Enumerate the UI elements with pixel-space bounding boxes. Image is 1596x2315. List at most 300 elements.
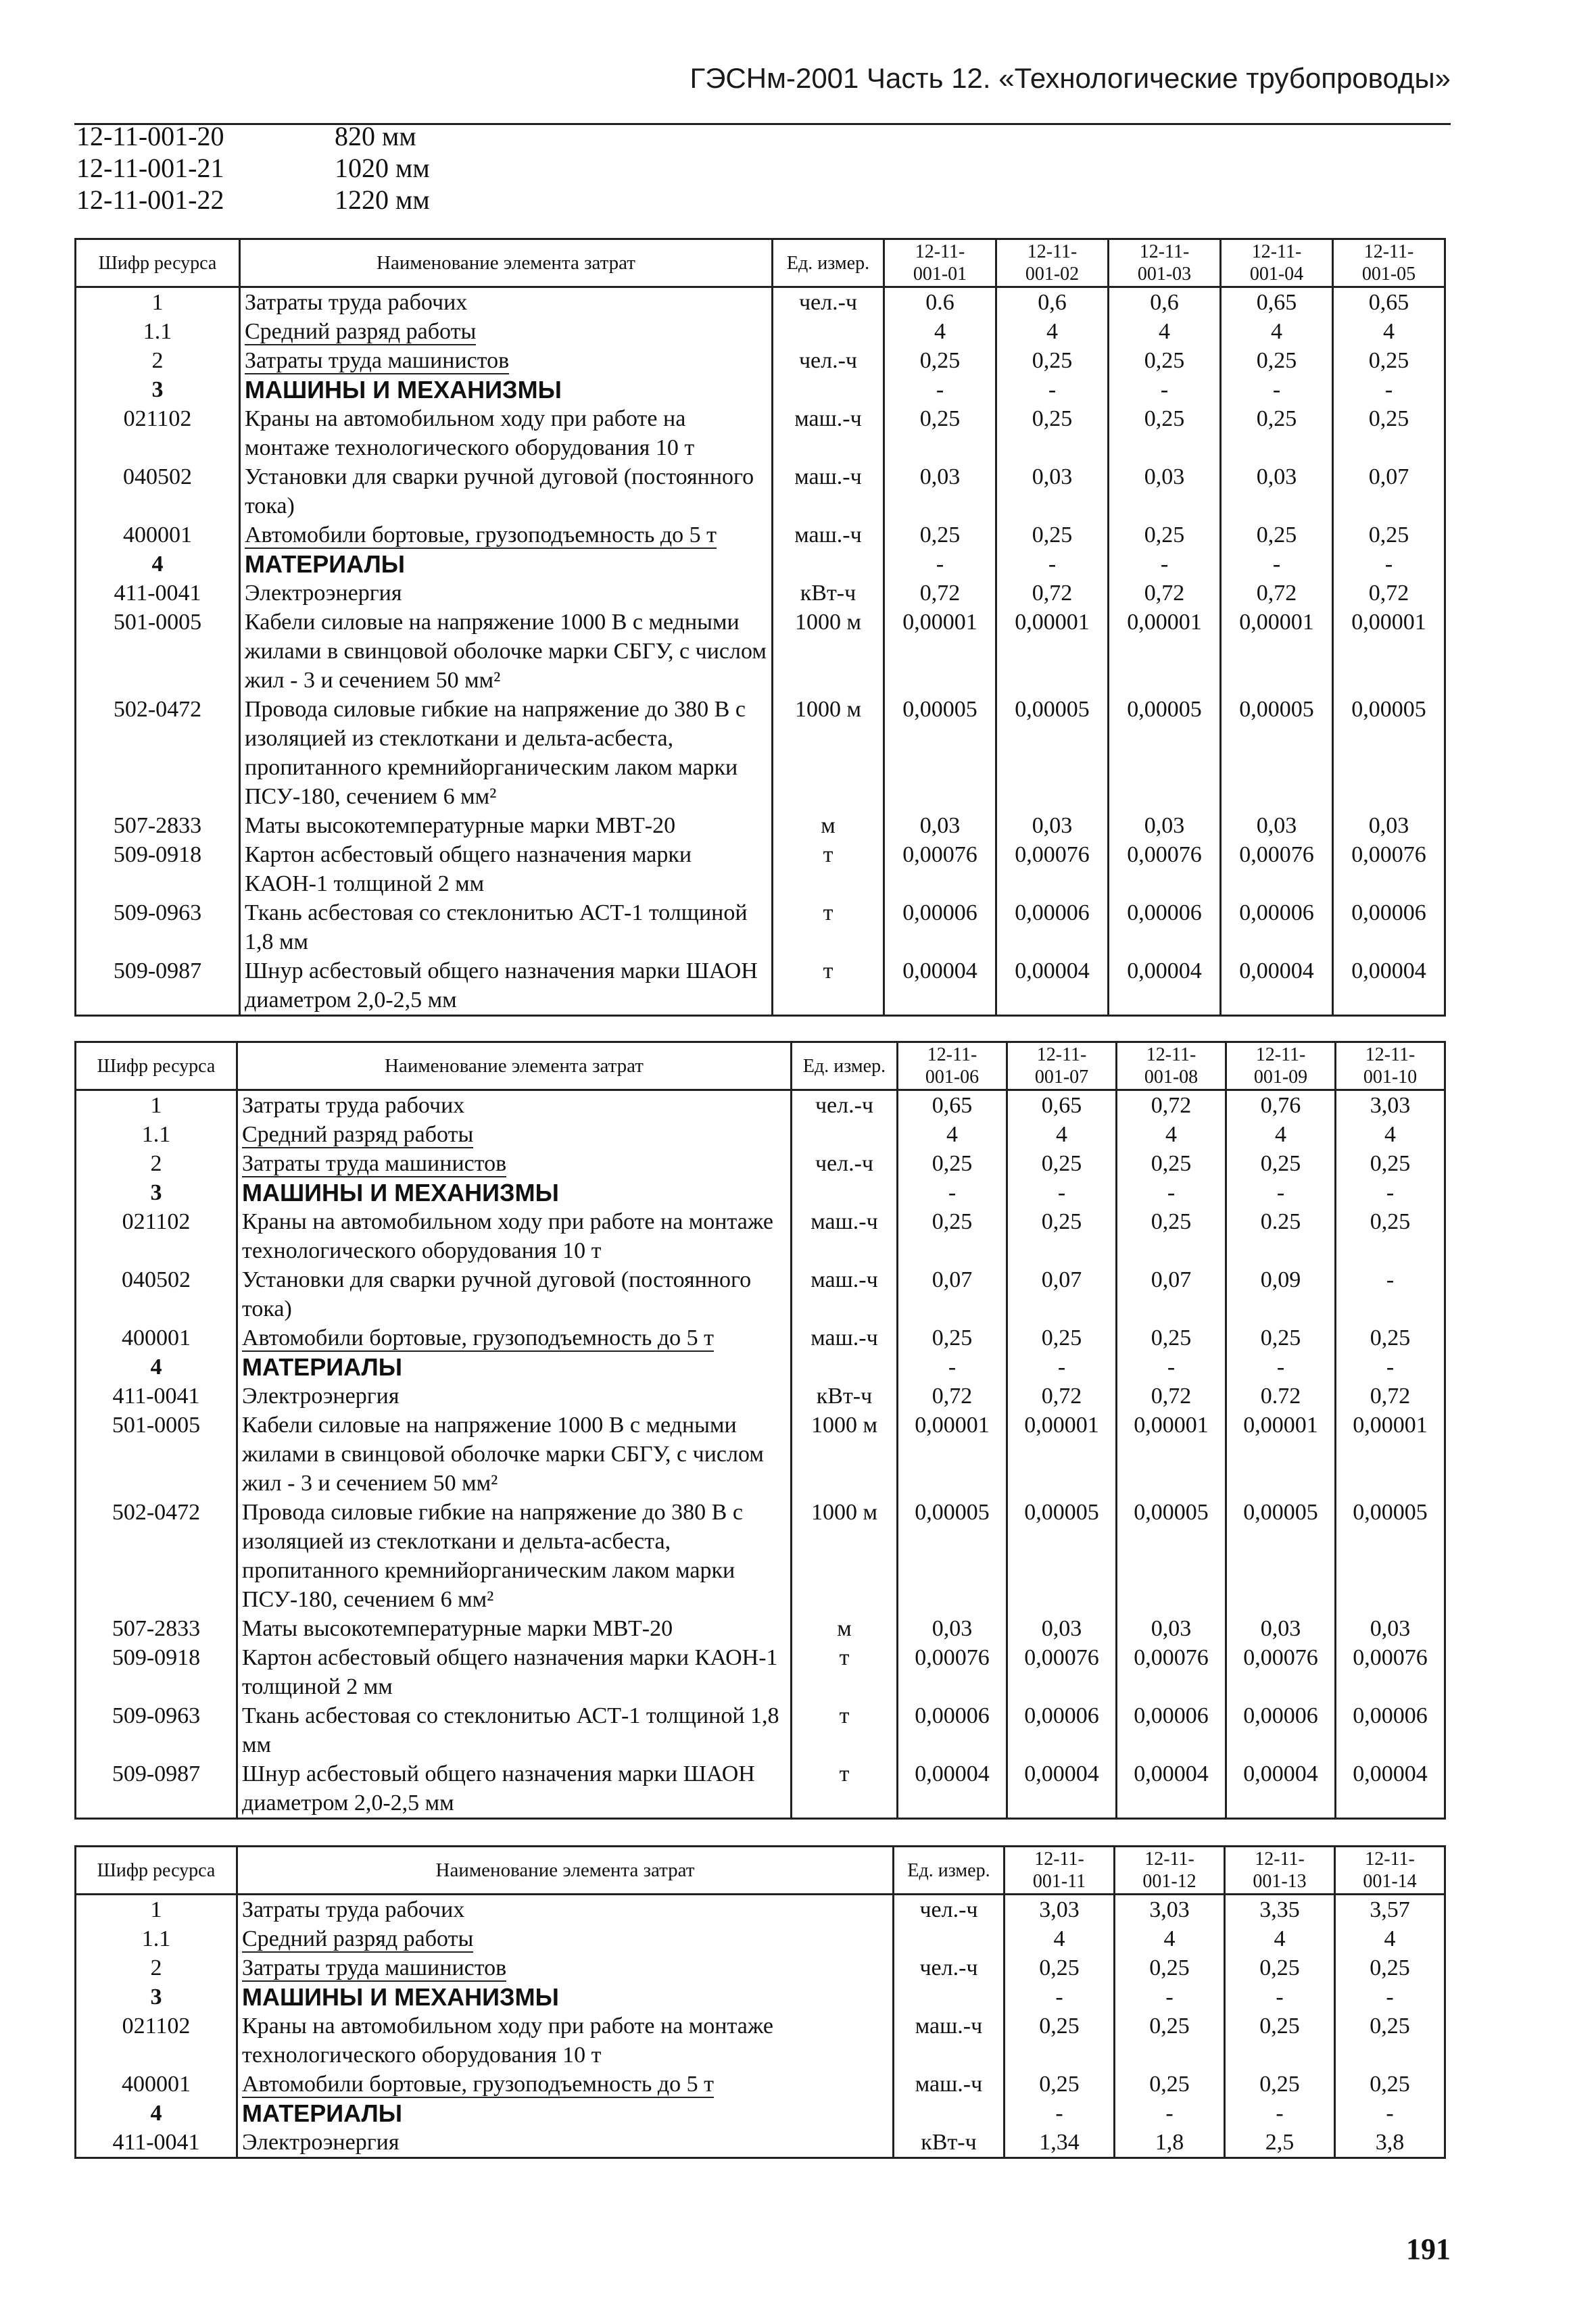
resource-name	[240, 840, 773, 898]
resource-table-3	[74, 1845, 1446, 2159]
resource-code: 1	[76, 1090, 237, 1121]
table-row	[76, 2070, 1445, 2099]
resource-name	[237, 1090, 792, 1121]
norm-value: 0,25	[1115, 2070, 1225, 2099]
resource-unit: маш.-ч	[894, 2070, 1005, 2099]
resource-name-text: Средний разряд работы	[242, 1122, 474, 1147]
norm-value: 0,00001	[996, 608, 1109, 695]
norm-value: 0,00001	[898, 1411, 1007, 1498]
pipe-diameter: 1220 мм	[335, 185, 430, 215]
norm-value: 0,00005	[1226, 1498, 1336, 1614]
resource-name-text: Ткань асбестовая со стеклонитью АСТ-1 толщиной 1,8 мм	[242, 1703, 779, 1757]
norm-code-list	[76, 120, 430, 216]
resource-name	[240, 811, 773, 840]
norm-value: 4	[1333, 317, 1445, 346]
table-row	[76, 695, 1445, 811]
resource-code: 040502	[76, 462, 240, 520]
norm-value: -	[1333, 375, 1445, 404]
resource-name	[237, 1411, 792, 1498]
col-header-norm: 12-11- 001-12	[1115, 1847, 1225, 1895]
resource-code: 2	[76, 1149, 237, 1178]
table-row	[76, 2128, 1445, 2158]
norm-value: 0,00006	[1333, 898, 1445, 956]
resource-name	[237, 1323, 792, 1353]
norm-code-row	[76, 120, 430, 152]
resource-name-text: Шнур асбестовый общего назначения марки ШАОН диаметром 2,0-2,5 мм	[242, 1761, 755, 1816]
resource-unit	[773, 550, 884, 579]
norm-value: 0,25	[1335, 2070, 1445, 2099]
norm-value: -	[1115, 1982, 1225, 2012]
resource-unit: маш.-ч	[773, 404, 884, 462]
norm-value: -	[1109, 550, 1221, 579]
norm-value: -	[1005, 2099, 1115, 2128]
resource-code: 400001	[76, 1323, 237, 1353]
norm-value: 0,72	[1333, 579, 1445, 608]
resource-code: 501-0005	[76, 608, 240, 695]
resource-unit: маш.-ч	[792, 1207, 898, 1265]
resource-name-text: МАТЕРИАЛЫ	[242, 2099, 403, 2127]
norm-value: 0,25	[1115, 2012, 1225, 2070]
norm-value: 0,25	[1335, 1953, 1445, 1982]
norm-value: 0,00004	[1109, 956, 1221, 1016]
resource-name-text: МАШИНЫ И МЕХАНИЗМЫ	[242, 1179, 559, 1207]
resource-code: 411-0041	[76, 2128, 237, 2158]
table-row	[76, 1701, 1445, 1759]
resource-name	[237, 1265, 792, 1323]
resource-unit: маш.-ч	[773, 520, 884, 550]
norm-value: 0,00005	[884, 695, 996, 811]
col-header-norm: 12-11- 001-05	[1333, 239, 1445, 287]
norm-value: -	[1335, 2099, 1445, 2128]
norm-value: 0,25	[898, 1207, 1007, 1265]
resource-unit	[894, 2099, 1005, 2128]
norm-value: 0,25	[1335, 2012, 1445, 2070]
col-header-name: Наименование элемента затрат	[237, 1042, 792, 1090]
resource-code: 509-0987	[76, 1759, 237, 1819]
norm-value: 0,00006	[1109, 898, 1221, 956]
col-header-unit: Ед. измер.	[773, 239, 884, 287]
norm-value: -	[898, 1353, 1007, 1382]
resource-name	[240, 287, 773, 318]
norm-value: -	[898, 1178, 1007, 1207]
resource-name	[237, 1895, 894, 1925]
resource-code: 021102	[76, 1207, 237, 1265]
table-row	[76, 1353, 1445, 1382]
norm-value: 4	[1221, 317, 1333, 346]
resource-code: 509-0987	[76, 956, 240, 1016]
norm-value: 0,72	[1221, 579, 1333, 608]
norm-value: 0,00076	[1221, 840, 1333, 898]
norm-value: 0,00001	[1333, 608, 1445, 695]
norm-value: 0,00001	[1007, 1411, 1117, 1498]
table-row	[76, 1382, 1445, 1411]
norm-value: -	[1221, 550, 1333, 579]
resource-name	[237, 1614, 792, 1643]
norm-value: 0,25	[1225, 2070, 1335, 2099]
norm-value: 0,00005	[1221, 695, 1333, 811]
norm-value: 0,00001	[1336, 1411, 1445, 1498]
resource-name	[237, 1701, 792, 1759]
norm-value: 0,07	[1117, 1265, 1226, 1323]
resource-name-text: Установки для сварки ручной дуговой (постоянного тока)	[245, 464, 754, 518]
norm-value: 0,25	[996, 346, 1109, 375]
table-row	[76, 956, 1445, 1016]
norm-value: 0,72	[1109, 579, 1221, 608]
resource-unit: т	[792, 1701, 898, 1759]
resource-unit: 1000 м	[773, 608, 884, 695]
norm-value: 0,25	[1005, 2012, 1115, 2070]
norm-code-row	[76, 184, 430, 216]
resource-name-text: МАШИНЫ И МЕХАНИЗМЫ	[242, 1983, 559, 2011]
resource-name	[237, 1149, 792, 1178]
resource-name	[240, 317, 773, 346]
resource-unit: м	[792, 1614, 898, 1643]
norm-value: 3,03	[1336, 1090, 1445, 1121]
resource-name	[237, 2012, 894, 2070]
norm-value: 0,25	[884, 346, 996, 375]
norm-value: 0,00004	[1007, 1759, 1117, 1819]
norm-value: 0,03	[1221, 811, 1333, 840]
resource-name-text: Кабели силовые на напряжение 1000 В с медными жилами в свинцовой оболочке марки СБГУ, с числом жил - 3 и сечением 50 мм²	[245, 610, 767, 693]
resource-unit: 1000 м	[773, 695, 884, 811]
resource-code: 021102	[76, 2012, 237, 2070]
norm-value: 0,00001	[1117, 1411, 1226, 1498]
table-row	[76, 1759, 1445, 1819]
norm-value: 0,25	[1117, 1323, 1226, 1353]
norm-value: 0,03	[1333, 811, 1445, 840]
norm-value: 0,25	[1221, 520, 1333, 550]
resource-name-text: Провода силовые гибкие на напряжение до 380 В с изоляцией из стеклоткани и дельта-асбеста, пропитанного кремнийорганическим лаком марки ПСУ-180, сечением 6 мм²	[242, 1500, 743, 1612]
resource-code: 4	[76, 1353, 237, 1382]
table-row	[76, 608, 1445, 695]
resource-name	[240, 608, 773, 695]
col-header-code: Шифр ресурса	[76, 1042, 237, 1090]
norm-value: -	[1335, 1982, 1445, 2012]
resource-name	[237, 1982, 894, 2012]
resource-name-text: Провода силовые гибкие на напряжение до 380 В с изоляцией из стеклоткани и дельта-асбеста, пропитанного кремнийорганическим лаком марки ПСУ-180, сечением 6 мм²	[245, 697, 746, 809]
norm-value: 0,00005	[898, 1498, 1007, 1614]
norm-value: 0,03	[1226, 1614, 1336, 1643]
norm-code-row	[76, 152, 430, 184]
resource-code: 040502	[76, 1265, 237, 1323]
norm-value: 0,00076	[996, 840, 1109, 898]
col-header-norm: 12-11- 001-13	[1225, 1847, 1335, 1895]
norm-value: -	[1007, 1178, 1117, 1207]
norm-value: 0,00076	[1333, 840, 1445, 898]
resource-name	[240, 579, 773, 608]
norm-value: 2,5	[1225, 2128, 1335, 2158]
norm-value: 0,00004	[1226, 1759, 1336, 1819]
col-header-unit: Ед. измер.	[894, 1847, 1005, 1895]
resource-code: 1.1	[76, 1120, 237, 1149]
resource-code: 502-0472	[76, 695, 240, 811]
table-row	[76, 579, 1445, 608]
resource-unit: т	[773, 898, 884, 956]
norm-value: 0,00001	[884, 608, 996, 695]
resource-unit: кВт-ч	[773, 579, 884, 608]
table-row	[76, 1207, 1445, 1265]
norm-value: 4	[1115, 1924, 1225, 1953]
norm-value: 4	[898, 1120, 1007, 1149]
resource-code: 509-0918	[76, 840, 240, 898]
table-row	[76, 1149, 1445, 1178]
table-row	[76, 462, 1445, 520]
table-row	[76, 550, 1445, 579]
resource-name-text: Автомобили бортовые, грузоподъемность до 5 т	[245, 522, 717, 547]
resource-name-text: Ткань асбестовая со стеклонитью АСТ-1 толщиной 1,8 мм	[245, 900, 748, 954]
norm-value: 0,00006	[996, 898, 1109, 956]
norm-value: 0,25	[996, 404, 1109, 462]
table-row	[76, 1614, 1445, 1643]
resource-unit	[792, 1120, 898, 1149]
norm-value: 0,25	[1336, 1323, 1445, 1353]
table-row	[76, 811, 1445, 840]
norm-value: 0,00005	[1336, 1498, 1445, 1614]
norm-value: -	[996, 550, 1109, 579]
resource-name	[237, 1759, 792, 1819]
col-header-norm: 12-11- 001-04	[1221, 239, 1333, 287]
norm-value: 0,25	[1221, 404, 1333, 462]
norm-value: -	[1005, 1982, 1115, 2012]
resource-code: 4	[76, 2099, 237, 2128]
norm-value: 0.6	[884, 287, 996, 318]
resource-unit: т	[792, 1759, 898, 1819]
norm-value: 0,00005	[996, 695, 1109, 811]
col-header-norm: 12-11- 001-11	[1005, 1847, 1115, 1895]
table-row	[76, 1643, 1445, 1701]
resource-unit: маш.-ч	[792, 1265, 898, 1323]
table-row	[76, 1895, 1445, 1925]
norm-value: 0,03	[1221, 462, 1333, 520]
table-row	[76, 2012, 1445, 2070]
norm-value: 0,25	[1109, 520, 1221, 550]
resource-name-text: Кабели силовые на напряжение 1000 В с медными жилами в свинцовой оболочке марки СБГУ, с числом жил - 3 и сечением 50 мм²	[242, 1413, 764, 1496]
norm-value: 0,00004	[1333, 956, 1445, 1016]
resource-code: 4	[76, 550, 240, 579]
resource-code: 2	[76, 346, 240, 375]
norm-value: 0,25	[1225, 1953, 1335, 1982]
norm-value: 4	[1336, 1120, 1445, 1149]
norm-value: 0,03	[996, 462, 1109, 520]
norm-value: -	[1333, 550, 1445, 579]
resource-name-text: Электроэнергия	[245, 581, 402, 606]
table-row	[76, 1178, 1445, 1207]
resource-unit: т	[792, 1643, 898, 1701]
norm-value: 0,00076	[898, 1643, 1007, 1701]
norm-value: 0,72	[884, 579, 996, 608]
norm-value: 0,25	[898, 1323, 1007, 1353]
resource-unit: чел.-ч	[773, 346, 884, 375]
norm-value: 0,00006	[884, 898, 996, 956]
resource-code: 411-0041	[76, 579, 240, 608]
norm-value: 0,65	[898, 1090, 1007, 1121]
resource-table-1	[74, 238, 1446, 1017]
resource-unit: м	[773, 811, 884, 840]
norm-value: 0,25	[1115, 1953, 1225, 1982]
resource-unit: кВт-ч	[894, 2128, 1005, 2158]
resource-name	[237, 2070, 894, 2099]
resource-name-text: Затраты труда машинистов	[242, 1151, 507, 1176]
table-row	[76, 1265, 1445, 1323]
resource-name-text: Шнур асбестовый общего назначения марки ШАОН диаметром 2,0-2,5 мм	[245, 958, 758, 1013]
norm-value: 0,00076	[1336, 1643, 1445, 1701]
table-row	[76, 1411, 1445, 1498]
resource-unit: 1000 м	[792, 1411, 898, 1498]
norm-value: 0,25	[1336, 1149, 1445, 1178]
norm-value: 0,25	[1007, 1323, 1117, 1353]
col-header-norm: 12-11- 001-08	[1117, 1042, 1226, 1090]
norm-value: 0,6	[996, 287, 1109, 318]
norm-code: 12-11-001-21	[76, 153, 224, 183]
resource-unit: чел.-ч	[792, 1149, 898, 1178]
page-number: 191	[1406, 2233, 1451, 2266]
norm-value: 3,8	[1335, 2128, 1445, 2158]
resource-name	[237, 1924, 894, 1953]
norm-value: 0,72	[1336, 1382, 1445, 1411]
resource-name	[237, 1498, 792, 1614]
resource-name-text: Затраты труда рабочих	[242, 1093, 465, 1118]
norm-value: 0,03	[1117, 1614, 1226, 1643]
resource-name	[237, 1178, 792, 1207]
norm-value: 0,00076	[1007, 1643, 1117, 1701]
norm-value: 0,25	[1333, 404, 1445, 462]
norm-value: 4	[1117, 1120, 1226, 1149]
table-row	[76, 1323, 1445, 1353]
norm-value: 0,00005	[1109, 695, 1221, 811]
table-row	[76, 287, 1445, 318]
resource-name	[240, 956, 773, 1016]
norm-value: 0,25	[1109, 404, 1221, 462]
resource-name	[237, 1953, 894, 1982]
resource-name-text: Краны на автомобильном ходу при работе на монтаже технологического оборудования 10 т	[242, 2014, 774, 2068]
resource-name-text: МАТЕРИАЛЫ	[245, 550, 406, 578]
col-header-norm: 12-11- 001-07	[1007, 1042, 1117, 1090]
table-row	[76, 317, 1445, 346]
norm-value: 0,00076	[1117, 1643, 1226, 1701]
norm-value: 3,03	[1005, 1895, 1115, 1925]
resource-code: 501-0005	[76, 1411, 237, 1498]
resource-name-text: Средний разряд работы	[245, 319, 477, 344]
table-row	[76, 1090, 1445, 1121]
resource-name-text: МАТЕРИАЛЫ	[242, 1353, 403, 1381]
resource-name-text: Затраты труда рабочих	[242, 1897, 465, 1922]
norm-value: 0,65	[1221, 287, 1333, 318]
resource-code: 3	[76, 1178, 237, 1207]
norm-value: 0,09	[1226, 1265, 1336, 1323]
norm-value: 0,00076	[1226, 1643, 1336, 1701]
running-header: ГЭСНм-2001 Часть 12. «Технологические трубопроводы»	[690, 62, 1451, 94]
table-row	[76, 1953, 1445, 1982]
resource-name-text: Затраты труда машинистов	[245, 348, 510, 373]
norm-value: 0,25	[996, 520, 1109, 550]
col-header-norm: 12-11- 001-06	[898, 1042, 1007, 1090]
resource-name	[237, 1643, 792, 1701]
resource-unit: т	[773, 840, 884, 898]
resource-unit: т	[773, 956, 884, 1016]
resource-name	[240, 346, 773, 375]
norm-value: 0,07	[1333, 462, 1445, 520]
norm-value: 0,76	[1226, 1090, 1336, 1121]
resource-code: 509-0963	[76, 1701, 237, 1759]
resource-code: 3	[76, 375, 240, 404]
resource-code: 411-0041	[76, 1382, 237, 1411]
pipe-diameter: 1020 мм	[335, 153, 430, 183]
resource-unit: чел.-ч	[894, 1895, 1005, 1925]
norm-value: 0,00004	[898, 1759, 1007, 1819]
norm-value: 0,72	[1007, 1382, 1117, 1411]
resource-name-text: Автомобили бортовые, грузоподъемность до 5 т	[242, 1325, 715, 1350]
resource-name	[240, 404, 773, 462]
resource-name-text: Затраты труда машинистов	[242, 1955, 507, 1980]
resource-code: 3	[76, 1982, 237, 2012]
norm-value: 0,25	[1333, 346, 1445, 375]
norm-value: -	[1225, 1982, 1335, 2012]
resource-code: 1	[76, 287, 240, 318]
norm-value: 0,25	[1005, 1953, 1115, 1982]
resource-unit: чел.-ч	[792, 1090, 898, 1121]
col-header-norm: 12-11- 001-02	[996, 239, 1109, 287]
norm-value: -	[1225, 2099, 1335, 2128]
table-row	[76, 2099, 1445, 2128]
resource-unit	[792, 1178, 898, 1207]
resource-name	[237, 2128, 894, 2158]
table-row	[76, 1982, 1445, 2012]
col-header-name: Наименование элемента затрат	[237, 1847, 894, 1895]
norm-value: -	[1109, 375, 1221, 404]
resource-name-text: Установки для сварки ручной дуговой (постоянного тока)	[242, 1267, 752, 1321]
resource-code: 509-0918	[76, 1643, 237, 1701]
norm-value: 0,00001	[1226, 1411, 1336, 1498]
norm-value: 4	[884, 317, 996, 346]
resource-name	[237, 2099, 894, 2128]
resource-code: 507-2833	[76, 811, 240, 840]
norm-value: 0,00006	[1221, 898, 1333, 956]
norm-value: 4	[996, 317, 1109, 346]
resource-unit: маш.-ч	[792, 1323, 898, 1353]
norm-value: 0,07	[898, 1265, 1007, 1323]
resource-name-text: Краны на автомобильном ходу при работе на монтаже технологического оборудования 10 т	[245, 406, 695, 460]
resource-unit: 1000 м	[792, 1498, 898, 1614]
norm-value: 0,72	[1117, 1090, 1226, 1121]
resource-code: 2	[76, 1953, 237, 1982]
resource-name-text: Картон асбестовый общего назначения марки КАОН-1 толщиной 2 мм	[245, 842, 692, 896]
norm-value: 0,25	[884, 520, 996, 550]
col-header-norm: 12-11- 001-09	[1226, 1042, 1336, 1090]
col-header-code: Шифр ресурса	[76, 239, 240, 287]
norm-value: 0,00004	[996, 956, 1109, 1016]
resource-unit	[773, 317, 884, 346]
norm-value: 1,34	[1005, 2128, 1115, 2158]
norm-value: 0,25	[898, 1149, 1007, 1178]
norm-value: 0,25	[1221, 346, 1333, 375]
norm-value: -	[1007, 1353, 1117, 1382]
norm-value: 0,03	[884, 811, 996, 840]
norm-value: 1,8	[1115, 2128, 1225, 2158]
norm-value: 3,03	[1115, 1895, 1225, 1925]
resource-code: 021102	[76, 404, 240, 462]
resource-code: 400001	[76, 2070, 237, 2099]
resource-code: 502-0472	[76, 1498, 237, 1614]
norm-value: 0,00076	[1109, 840, 1221, 898]
norm-value: 0,03	[1109, 462, 1221, 520]
norm-value: 0,03	[1336, 1614, 1445, 1643]
resource-unit: маш.-ч	[894, 2012, 1005, 2070]
resource-unit	[792, 1353, 898, 1382]
resource-name-text: Краны на автомобильном ходу при работе на монтаже технологического оборудования 10 т	[242, 1209, 774, 1263]
resource-name	[240, 375, 773, 404]
resource-unit	[894, 1982, 1005, 2012]
norm-value: -	[1226, 1353, 1336, 1382]
